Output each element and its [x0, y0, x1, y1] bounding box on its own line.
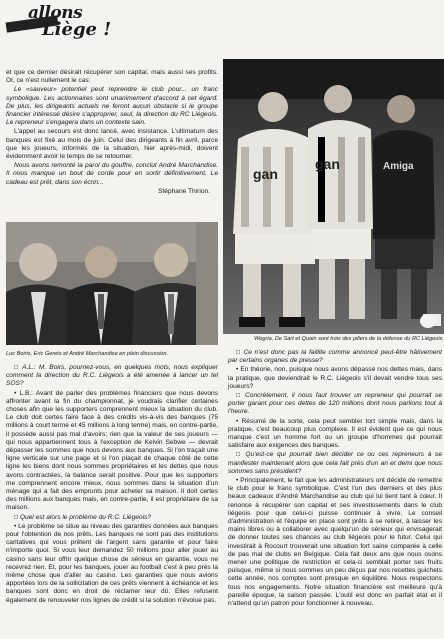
allons-liege-logo: [6, 3, 116, 41]
logo-line-2: Liège !: [42, 19, 112, 40]
officials-photo-caption: Luc Boiris, Eric Gerets et André Marchandise en plein discussion.: [6, 351, 169, 357]
officials-photo: [6, 222, 218, 345]
right-answer-3: • Principalement, le fait que les administrateurs ont décidé de remettre le club pour le franc symbolique. C'est l'un des derniers et des plus beaux cadeaux d'André Marchandise au club qui lui tient tant à cœur. Il renonce à récupérer son capital et ses investissements dans le club liégeois pour que celui-ci puisse continuer à vivre. Le conseil d'administration et l'équipe en place sont prêts à se retirer, à laisser les mains libres ou à collaborer avec quelqu'un de sérieux qui envisagerait de donner toutes ses chances au club liégeois pour le futur. Celui qui investirait à Rocourt trouverait une situation fort saine comparée à celle de pas mal de clubs en Belgique. Cela fait deux ans que nous osons mener une politique de restriction et cela-ci semblait porter ses fruits puisque, même si nous sommes un peu déçus par nos recettes guichets cette année, nos comptes sont presque en équilibre. Nous respectons tous nos engagements. Notre situation financière est meilleure qu'à pareille époque, la saison passée. L'outil est donc en parfait état et il n'attend qu'un patron pour fonctionner à nouveau.: [228, 477, 442, 608]
jersey-sponsor-text-1: gan: [253, 166, 278, 182]
interview-right-column: [228, 349, 442, 609]
intro-column: [6, 69, 218, 197]
players-photo: [223, 59, 444, 334]
intro-signature: Stéphane Thirion.: [158, 187, 210, 195]
right-question-3: □ Qu'est-ce qui pourrait bien décider ce ou ces repreneurs à se manifester maintenant alors que cela fait près d'un an et demi que nous sommes sans président?: [228, 451, 442, 475]
interview-left-column: [6, 364, 218, 606]
left-answer-2: • Le problème se situe au niveau des garanties données aux banques pour l'obtention de nos prêts. Les banques ne sont pas des institutions caritatives qui vous prêtent de l'argent sans garantie et pour faire n'importe quoi. Si vous leur demandez 50 millions pour aller jouer au casino sans leur offrir quelque chose de sérieux en garantie, vous ne recevrez rien. Et, pour les banques, jouer au football c'est à peu près la même chose que d'aller au casino. Les garanties que nous avions apportées lors de la sollicitation de ces prêts viennent à échéance et les banques sont donc en droit de réclamer leur dû. Elles refusent également de renouveler nos lignes de crédit si la solution n'évolue pas.: [6, 522, 218, 604]
intro-p1: et que ce dernier désirait récupérer son capital, mais aussi ses profits. Or, ce n'est nullement le cas:: [6, 69, 218, 85]
players-photo-caption: Wegria, De Sart et Quain sont trois des piliers de la défense du RC Liégeois.: [254, 336, 444, 342]
left-question-1: □ A.L.: M. Boirs, pourriez-vous, en quelques mots, nous expliquer comment la direction du R.C. Liégeois a été amenée à lancer un tel SOS?: [6, 364, 218, 388]
jersey-sponsor-text-3: Amiga: [383, 161, 414, 172]
jersey-sponsor-text-2: gan: [315, 156, 340, 172]
officials-photo-image: [6, 222, 218, 345]
intro-p3: L'appel au secours est donc lancé, avec insistance. L'ultimatum des banques est fixé au mois de juin. Celui des dirigeants à fin avril, parce que les joueurs, informés de la situation, hier après-midi, doivent évidemment avoir le temps de se retourner.: [6, 128, 218, 161]
right-answer-1: • En théorie, non, puisque nous avons dépassé nos dettes mais, dans la pratique, que deviendrait le R.C. Liégeois s'il devait vendre tous ses joueurs?: [228, 366, 442, 390]
right-question-2: □ Concrètement, il nous faut trouver un repreneur qui pourrait se porter garant pour ces dettes de 120 millions dont nous parlions tout à l'heure.: [228, 392, 442, 416]
left-answer-1: • L.B.: Avant de parler des problèmes financiers que nous devons affronter avant la fin du championnat, je voudrais clarifier certaines choses afin que les supporters comprennent mieux la situation du club. Le club doit certes faire face à des crédits vis-à-vis des banques (75 millions à court terme et 45 millions à long terme) mais, en contre-partie, il possède aussi pas mal d'avoirs; rien que la valeur de ses joueurs — qui nous appartiennent tous à l'exception de Kelvin Sebwe — devrait dépasser les sommes que nous devons aux banques. Si l'on traçait une ligne verticale sur une page et si l'on plaçait de chaque côté de cette ligne les biens dont nous sommes propriétaires et les dettes que nous avons contractées, la balance serait positive. Pour que les supporters me comprennent encore mieux, nous sommes dans la situation d'un ménage qui a fait des emprunts pour acheter sa maison. Il doit certes des millions aux banques mais, en contre-partie, il est propriétaire de sa maison.: [6, 389, 218, 512]
intro-p2: Le «sauveur» potentiel peut reprendre le club pour... un franc symbolique. Les actionnaires sont unanimement d'accord à cet égard. De plus, les dirigeants actuels ne feront aucun obstacle si le groupe financier intéressé désire s'approprier, seul, la direction du RC Liégeois. Le repreneur s'engagera dans un contexte sain.: [6, 86, 218, 127]
intro-p4: Nous avons remonté la parol du gouffre, conclut André Marchandise. Il nous manque un bout de corde pour en sortir définitivement. Le cadeau est prêt, dans son écrin...: [6, 162, 218, 186]
right-question-1: □ Ce n'est donc pas la faillite comme annoncé peut-être hâtivement par certains organes de presse?: [228, 349, 442, 365]
logo-line-1: allons: [28, 3, 83, 23]
left-question-2: □ Quel est alors le problème du R.C. Liégeois?: [14, 513, 152, 521]
right-answer-2: • Résumé de la sorte, cela peut sembler tort simple mais, dans la pratique, c'est beaucoup plus complexe. Il est évident que ce qui nous manque c'est un homme fort ou un groupe d'hommes qui pourrait satisfaire aux exigences des banques.: [228, 417, 442, 450]
players-photo-image: [223, 59, 444, 334]
